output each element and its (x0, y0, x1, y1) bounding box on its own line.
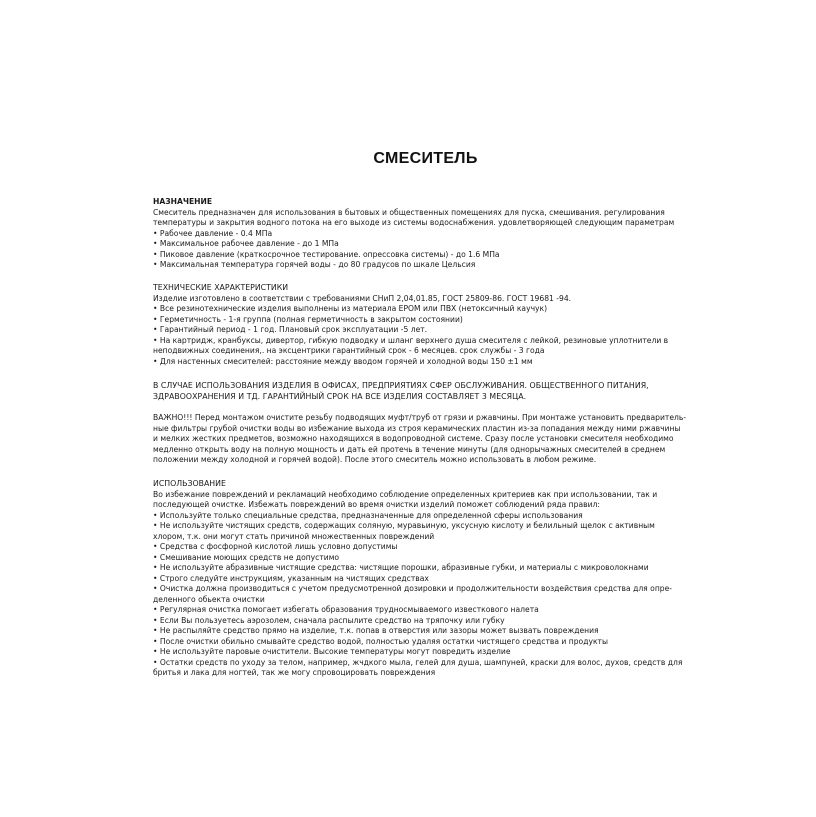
page-title: СМЕСИТЕЛЬ (373, 150, 478, 167)
usage-list-item: • Используйте только специальные средства, предназначенные для определенной сферы использования (153, 510, 583, 520)
office-warranty-line: ЗДРАВООХРАНЕНИЯ И ТД. ГАРАНТИЙНЫЙ СРОК НА ВСЕ ИЗДЕЛИЯ СОСТАВЛЯЕТ 3 МЕСЯЦА. (153, 391, 527, 401)
specs-list-item: • Все резинотехнические изделия выполнены из материала EPOM или ПВХ (нетоксичный каучук) (153, 304, 548, 313)
usage-line: хлором, т.к. они могут стать причиной множественных повреждений (153, 531, 435, 541)
office-warranty-line: В СЛУЧАЕ ИСПОЛЬЗОВАНИЯ ИЗДЕЛИЯ В ОФИСАХ, ПРЕДПРИЯТИЯХ СФЕР ОБСЛУЖИВАНИЯ. ОБЩЕСТВЕННОГО ПИТАНИЯ, (153, 381, 649, 390)
specs-list-item: • На картридж, кранбуксы, дивертор, гибкую подводку и шланг верхнего душа смесителя с лейкой, резиновые уплотнители в (153, 335, 669, 345)
usage-list-item: • Не используйте абразивные чистящие средства: чистящие порошки, абразивные губки, и материалы с микроволокнами (153, 563, 649, 572)
section-heading-specs: ТЕХНИЧЕСКИЕ ХАРАКТЕРИСТИКИ (153, 283, 289, 292)
section-usage (153, 479, 698, 679)
usage-list-item: • Если Вы пользуетесь аэрозолем, сначала распылите средство на тряпочку или губку (153, 615, 505, 625)
section-heading-usage: ИСПОЛЬЗОВАНИЕ (153, 479, 226, 488)
usage-list-item: • Не используйте паровые очистители. Высокие температуры могут повредить изделие (153, 647, 511, 656)
purpose-list-item: • Рабочее давление - 0.4 МПа (153, 228, 273, 238)
specs-list-item: • Для настенных смесителей: расстояние между вводом горячей и холодной воды 150 ±1 мм (153, 356, 533, 366)
usage-line: деленного обьекта очистки (153, 594, 265, 604)
important-line: положении между холодной и горячей водой). После этого смеситель можно использовать в любом режиме. (153, 455, 597, 464)
usage-list-item: • Остатки средств по уходу за телом, например, жчдкого мыла, гелей для душа, шампуней, краски для волос, духов, средств для (153, 657, 683, 667)
important-line: ВАЖНО!!! Перед монтажом очистите резьбу подводящих муфт/труб от грязи и ржавчины. При монтаже установить предваритель- (153, 413, 687, 422)
usage-list-item: • После очистки обильно смывайте средство водой, полностью удаляя остатки чистящего средства и продукты (153, 636, 608, 646)
purpose-list-item: • Максимальная температура горячей воды - до 80 градусов по шкале Цельсия (153, 260, 476, 269)
purpose-list-item: • Максимальное рабочее давление - до 1 МПа (153, 239, 339, 248)
section-purpose (153, 197, 698, 271)
usage-list-item: • Очистка должна производиться с учетом предусмотренной дозировки и продолжительности воздействия средства для опре- (153, 584, 673, 593)
specs-line: Изделие изготовлено в соответствии с требованиями СНиП 2,04,01.85, ГОСТ 25809-86. ГОСТ 19681 -94. (153, 293, 572, 303)
usage-line: последующей очистке. Избежать повреждений во время очистки изделий поможет соблюдений ряда правил: (153, 500, 600, 509)
specs-list-item: • Гарантийный период - 1 год. Плановый срок эксплуатации -5 лет. (153, 325, 428, 334)
specs-line: неподвижных соединения,. на эксцентрики гарантийный срок - 6 месяцев. срок службы - 3 года (153, 346, 545, 355)
specs-list-item: • Герметичность - 1-я группа (полная герметичность в закрытом состоянии) (153, 314, 463, 324)
usage-list-item: • Регулярная очистка помогает избегать образования трудносмываемого известкового налета (153, 605, 539, 614)
usage-list-item: • Смешивание моющих средств не допустимо (153, 552, 340, 562)
usage-list-item: • Не распыляйте средство прямо на изделие, т.к. попав в отверстия или зазоры может вызвать повреждения (153, 626, 599, 635)
purpose-line: Смеситель предназначен для использования в бытовых и общественных помещениях для пуска, смешивания. регулирования (153, 207, 665, 217)
usage-line: бритья и лака для ногтей, так же могу спровоцировать повреждения (153, 668, 436, 677)
usage-list-item: • Строго следуйте инструкциям, указанным на чистящих средствах (153, 573, 429, 583)
usage-list-item: • Не используйте чистящих средств, содержащих соляную, муравьиную, уксусную кислоту и белильный щелок с активным (153, 521, 655, 530)
section-office-warranty (153, 381, 698, 402)
important-line: ные фильтры грубой очистки воды во избежание выхода из строя керамических пластин из-за попадания между ними ржавчины (153, 423, 681, 433)
important-line: медленно открыть воду на полную мощность и дать ей протечь в течение минуты (для однорычажных смесителей в среднем (153, 444, 666, 454)
usage-list-item: • Средства с фосфорной кислотой лишь условно допустимы (153, 542, 398, 551)
usage-line: Во избежание повреждений и рекламаций необходимо соблюдение определенных критериев как при использовании, так и (153, 489, 658, 499)
purpose-list-item: • Пиковое давление (краткосрочное тестирование. опрессовка системы) - до 1.6 МПа (153, 249, 500, 259)
section-important (153, 413, 698, 466)
important-line: и мелких жестких предметов, возможно находящихся в водопроводной системе. Сразу после установки смесителя необходимо (153, 434, 674, 443)
section-specs (153, 283, 698, 367)
section-heading-purpose: НАЗНАЧЕНИЕ (153, 197, 213, 206)
purpose-line: температуры и закрытия водного потока на его выходе из системы водоснабжения. удовлетворяющей следующим параметрам (153, 218, 675, 227)
